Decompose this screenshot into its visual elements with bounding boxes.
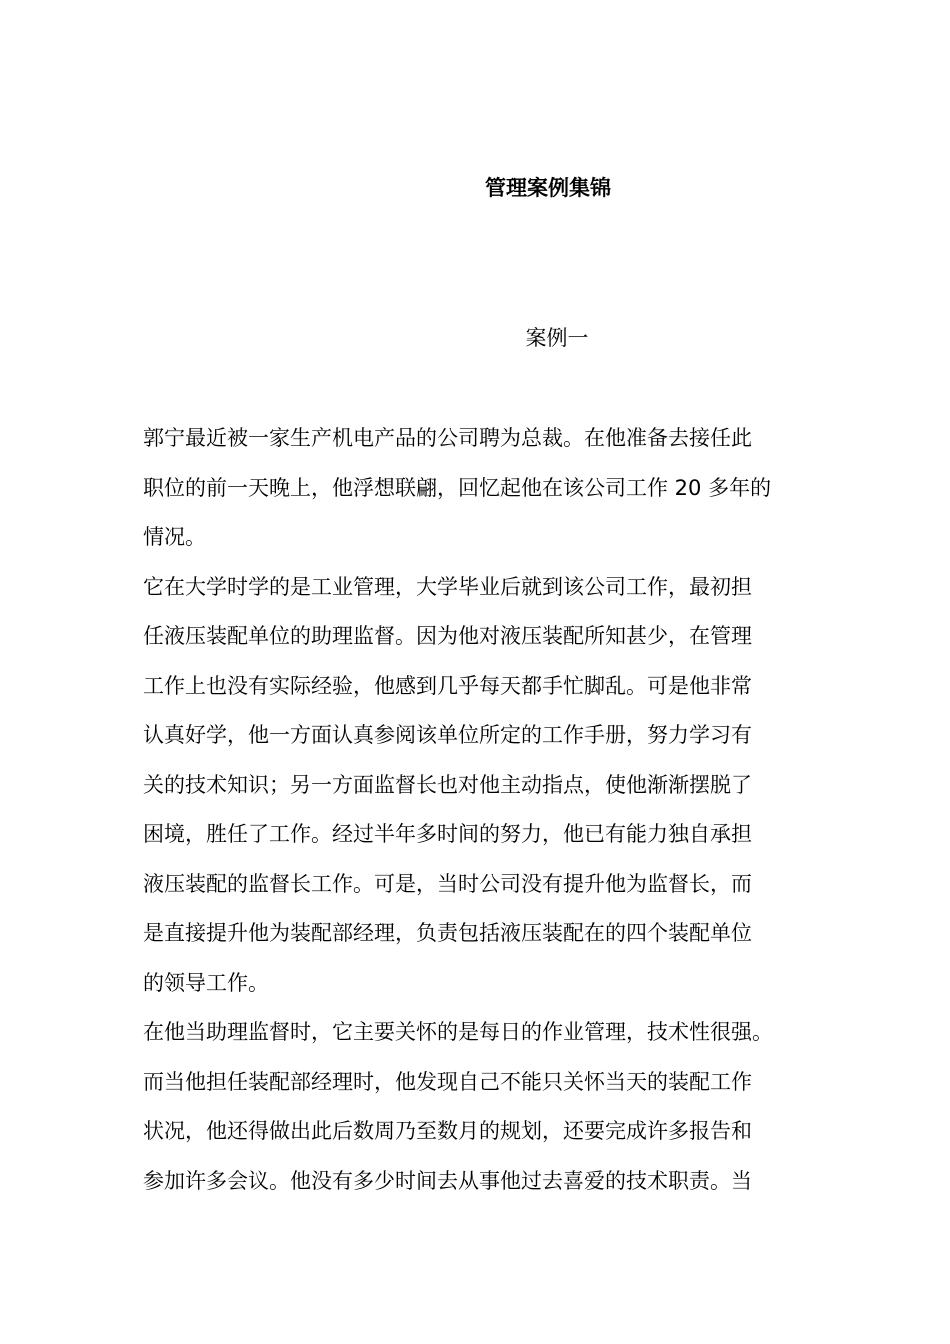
text-line: 而当他担任装配部经理时，他发现自己不能只关怀当天的装配工作	[143, 1069, 752, 1094]
text-line: 是直接提升他为装配部经理，负责包括液压装配在的四个装配单位	[143, 921, 752, 945]
text-line: 的领导工作。	[143, 970, 269, 995]
text-line: 在他当助理监督时，它主要关怀的是每日的作业管理，技术性很强。	[143, 1020, 773, 1044]
text-line: 工作上也没有实际经验，他感到几乎每天都手忙脚乱。可是他非常	[143, 673, 752, 698]
text-line: 液压装配的监督长工作。可是，当时公司没有提升他为监督长，而	[143, 871, 752, 896]
text-line: 参加许多会议。他没有多少时间去从事他过去喜爱的技术职责。当	[143, 1168, 752, 1193]
document-title: 管理案例集锦	[485, 176, 611, 200]
case-heading: 案例一	[525, 326, 589, 350]
case-body-text	[143, 414, 823, 1206]
text-line: 状况，他还得做出此后数周乃至数月的规划，还要完成许多报告和	[143, 1119, 752, 1143]
text-line: 困境，胜任了工作。经过半年多时间的努力，他已有能力独自承担	[143, 822, 752, 846]
text-line: 情况。	[143, 525, 206, 549]
text-line: 关的技术知识；另一方面监督长也对他主动指点，使他渐渐摆脱了	[143, 772, 752, 797]
text-line: 认真好学，他一方面认真参阅该单位所定的工作手册，努力学习有	[143, 723, 752, 747]
text-line: 职位的前一天晚上，他浮想联翩，回忆起他在该公司工作 20 多年的	[143, 475, 772, 500]
text-line: 任液压装配单位的助理监督。因为他对液压装配所知甚少，在管理	[143, 624, 752, 648]
text-line: 郭宁最近被一家生产机电产品的公司聘为总裁。在他准备去接任此	[143, 426, 752, 450]
text-line: 它在大学时学的是工业管理，大学毕业后就到该公司工作，最初担	[143, 574, 752, 599]
